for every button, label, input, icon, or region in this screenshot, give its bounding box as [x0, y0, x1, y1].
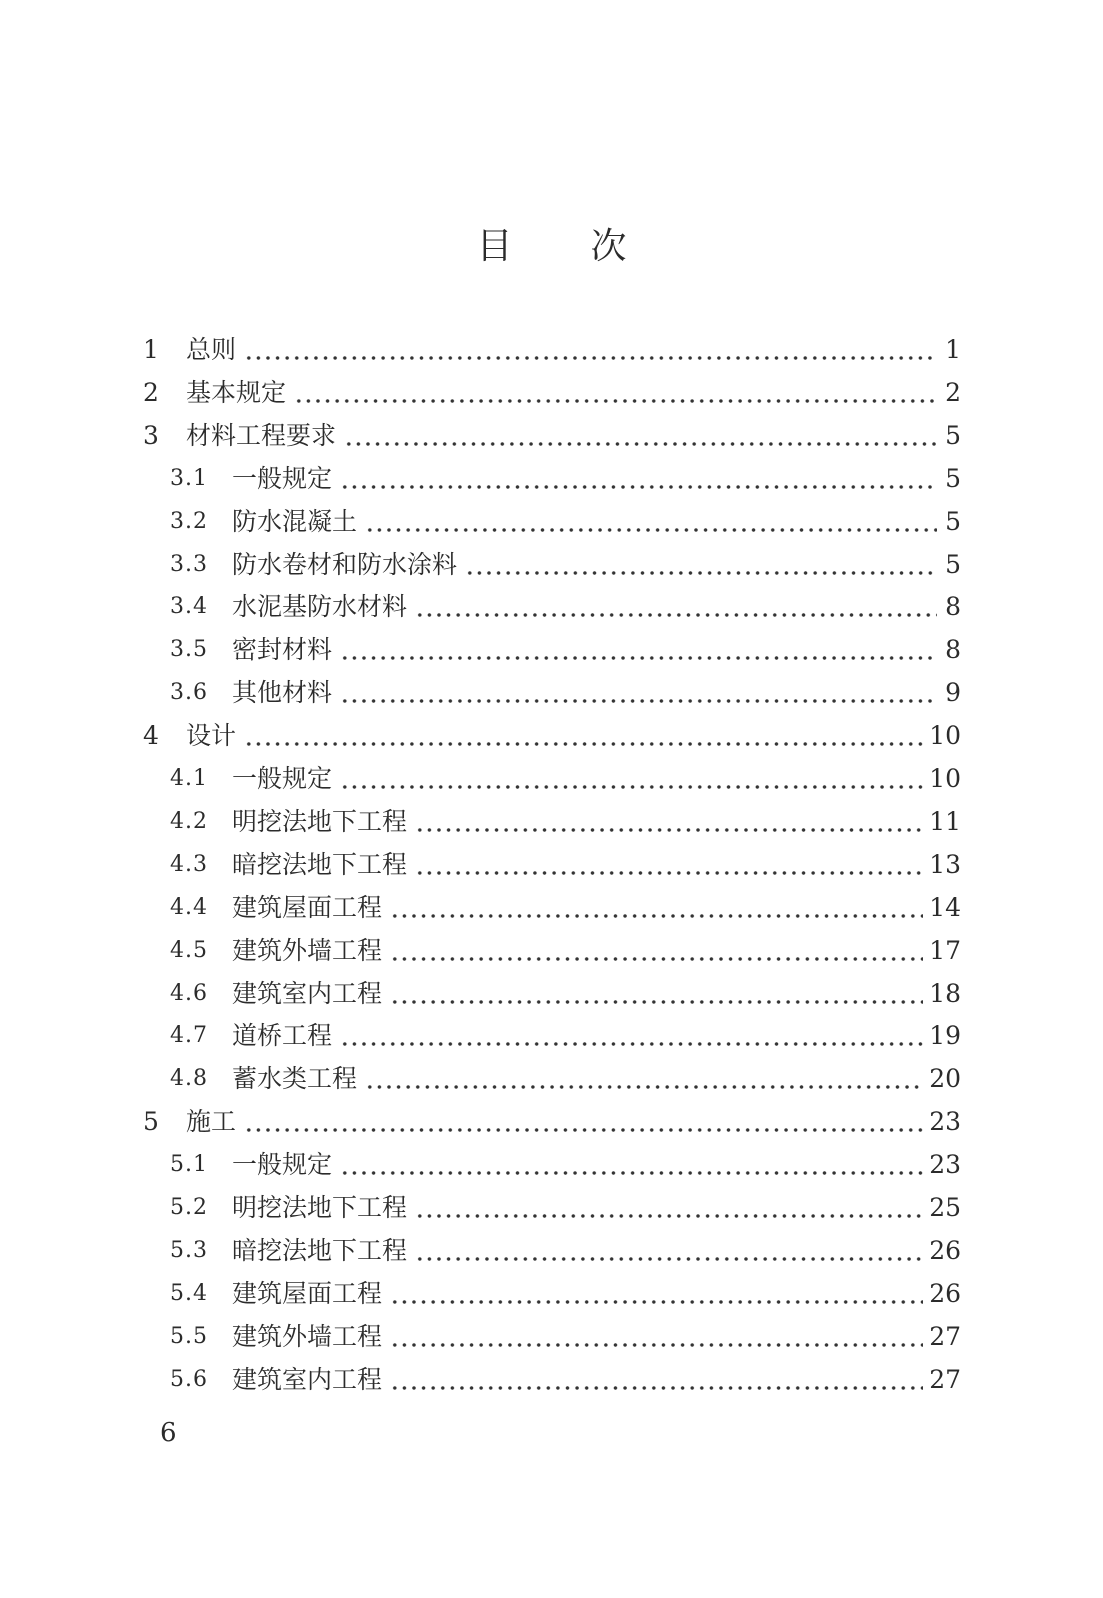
- toc-dot-leader: [340, 630, 937, 670]
- toc-entry-label: 建筑屋面工程: [232, 892, 383, 922]
- toc-entry-number: 4.3: [170, 851, 208, 877]
- page-title: [0, 218, 1103, 269]
- toc-entry-page: 25: [929, 1193, 961, 1222]
- toc-entry-label: 蓄水类工程: [232, 1064, 358, 1094]
- toc-entry-number: 3.4: [170, 594, 208, 620]
- toc-dot-leader: [390, 888, 923, 928]
- toc-entry-page: 2: [945, 377, 961, 407]
- toc-dot-leader: [344, 416, 937, 456]
- toc-entry-page: 1: [945, 335, 961, 364]
- toc-section-entry[interactable]: [170, 1360, 961, 1400]
- toc-dot-leader: [390, 1317, 923, 1357]
- toc-entry-page: 18: [929, 978, 961, 1008]
- toc-dot-leader: [390, 1360, 923, 1400]
- toc-entry-label: 水泥基防水材料: [232, 592, 408, 622]
- toc-section-entry[interactable]: [170, 974, 961, 1014]
- toc-dot-leader: [390, 1274, 923, 1314]
- toc-entry-page: 10: [929, 721, 961, 751]
- toc-dot-leader: [244, 716, 923, 756]
- toc-entry-page: 8: [945, 635, 961, 665]
- toc-entry-page: 8: [945, 592, 961, 622]
- toc-entry-label: 建筑屋面工程: [232, 1278, 383, 1308]
- toc-entry-number: 4.2: [170, 808, 208, 834]
- toc-section-entry[interactable]: [170, 630, 961, 670]
- toc-section-entry[interactable]: [170, 1059, 961, 1099]
- toc-entry-page: 5: [945, 463, 961, 493]
- toc-entry-page: 26: [929, 1235, 961, 1265]
- toc-entry-number: 3.1: [170, 465, 208, 491]
- toc-entry-number: 5.5: [170, 1323, 208, 1349]
- toc-section-entry[interactable]: [170, 587, 961, 627]
- toc-dot-leader: [294, 373, 937, 413]
- toc-entry-page: 11: [929, 806, 961, 836]
- toc-section-entry[interactable]: [170, 673, 961, 713]
- toc-entry-page: 5: [945, 549, 961, 579]
- toc-dot-leader: [390, 931, 923, 971]
- toc-entry-number: 3: [143, 420, 159, 450]
- toc-dot-leader: [244, 330, 937, 370]
- toc-entry-page: 10: [929, 764, 961, 793]
- toc-entry-page: 14: [929, 892, 961, 922]
- toc-section-entry[interactable]: [170, 888, 961, 928]
- toc-entry-page: 23: [929, 1107, 961, 1137]
- toc-section-entry[interactable]: [170, 459, 961, 499]
- toc-section-entry[interactable]: [170, 1016, 961, 1056]
- toc-section-entry[interactable]: [170, 1188, 961, 1228]
- toc-entry-page: 20: [929, 1064, 961, 1094]
- toc-entry-page: 17: [929, 935, 961, 965]
- toc-chapter-entry[interactable]: [143, 373, 961, 413]
- toc-entry-label: 暗挖法地下工程: [232, 849, 408, 879]
- toc-dot-leader: [340, 759, 923, 799]
- toc-entry-label: 密封材料: [232, 635, 333, 665]
- toc-dot-leader: [415, 845, 923, 885]
- toc-entry-label: 一般规定: [232, 463, 333, 493]
- toc-entry-page: 5: [945, 506, 961, 536]
- title-char-2: 次: [590, 226, 627, 267]
- toc-dot-leader: [340, 1145, 923, 1185]
- toc-entry-label: 一般规定: [232, 1150, 333, 1180]
- toc-dot-leader: [365, 502, 937, 542]
- toc-section-entry[interactable]: [170, 759, 961, 799]
- toc-entry-label: 防水卷材和防水涂料: [232, 549, 458, 579]
- toc-entry-label: 总则: [186, 335, 237, 364]
- toc-dot-leader: [365, 1059, 923, 1099]
- toc-section-entry[interactable]: [170, 502, 961, 542]
- toc-dot-leader: [415, 1231, 923, 1271]
- toc-dot-leader: [465, 545, 937, 585]
- toc-dot-leader: [340, 1016, 923, 1056]
- toc-entry-page: 27: [929, 1321, 961, 1351]
- toc-entry-number: 3.3: [170, 551, 208, 577]
- toc-entry-number: 5.4: [170, 1280, 208, 1306]
- toc-entry-number: 5.2: [170, 1195, 208, 1220]
- toc-section-entry[interactable]: [170, 1317, 961, 1357]
- toc-entry-number: 5.1: [170, 1152, 208, 1178]
- toc-dot-leader: [340, 459, 937, 499]
- toc-entry-label: 明挖法地下工程: [232, 806, 408, 836]
- toc-entry-page: 5: [945, 420, 961, 450]
- toc-entry-page: 27: [929, 1364, 961, 1394]
- toc-chapter-entry[interactable]: [143, 1102, 961, 1142]
- toc-entry-label: 暗挖法地下工程: [232, 1235, 408, 1265]
- toc-entry-label: 材料工程要求: [186, 420, 337, 450]
- toc-entry-label: 道桥工程: [232, 1021, 333, 1051]
- toc-entry-label: 其他材料: [232, 678, 333, 708]
- toc-entry-number: 2: [143, 377, 159, 407]
- toc-entry-number: 5.6: [170, 1366, 208, 1392]
- toc-dot-leader: [415, 802, 923, 842]
- toc-entry-label: 施工: [186, 1107, 237, 1137]
- toc-entry-label: 建筑外墙工程: [232, 1321, 383, 1351]
- toc-entry-number: 4.5: [170, 937, 208, 963]
- toc-entry-page: 19: [929, 1021, 961, 1051]
- toc-entry-label: 基本规定: [186, 377, 287, 407]
- toc-chapter-entry[interactable]: [143, 716, 961, 756]
- toc-entry-page: 26: [929, 1278, 961, 1308]
- toc-entry-number: 5.3: [170, 1237, 208, 1263]
- toc-entry-label: 建筑外墙工程: [232, 935, 383, 965]
- toc-entry-number: 4.4: [170, 894, 208, 920]
- toc-entry-number: 4: [143, 721, 159, 751]
- toc-section-entry[interactable]: [170, 1231, 961, 1271]
- toc-section-entry[interactable]: [170, 845, 961, 885]
- toc-entry-label: 建筑室内工程: [232, 978, 383, 1008]
- toc-entry-number: 5: [143, 1107, 159, 1137]
- toc-entry-page: 9: [945, 678, 961, 708]
- toc-dot-leader: [415, 1188, 923, 1228]
- toc-entry-label: 建筑室内工程: [232, 1364, 383, 1394]
- toc-chapter-entry[interactable]: [143, 330, 961, 370]
- toc-entry-number: 4.7: [170, 1023, 208, 1049]
- toc-entry-label: 防水混凝土: [232, 506, 358, 536]
- title-char-1: 目: [476, 226, 513, 267]
- toc-entry-number: 3.5: [170, 637, 208, 663]
- toc-entry-number: 4.1: [170, 766, 208, 791]
- toc-dot-leader: [415, 587, 937, 627]
- toc-entry-label: 设计: [186, 721, 237, 751]
- toc-section-entry[interactable]: [170, 545, 961, 585]
- toc-dot-leader: [390, 974, 923, 1014]
- toc-entry-number: 1: [143, 335, 159, 364]
- toc-section-entry[interactable]: [170, 931, 961, 971]
- toc-entry-number: 4.6: [170, 980, 208, 1006]
- toc-entry-label: 一般规定: [232, 764, 333, 793]
- toc-entry-number: 3.6: [170, 680, 208, 706]
- page-number: 6: [160, 1418, 177, 1448]
- toc-section-entry[interactable]: [170, 802, 961, 842]
- toc-dot-leader: [340, 673, 937, 713]
- toc-entry-page: 23: [929, 1150, 961, 1180]
- toc-chapter-entry[interactable]: [143, 416, 961, 456]
- toc-entry-page: 13: [929, 849, 961, 879]
- toc-entry-number: 4.8: [170, 1066, 208, 1092]
- toc-section-entry[interactable]: [170, 1274, 961, 1314]
- toc-section-entry[interactable]: [170, 1145, 961, 1185]
- toc-entry-number: 3.2: [170, 508, 208, 534]
- toc-dot-leader: [244, 1102, 923, 1142]
- toc-entry-label: 明挖法地下工程: [232, 1193, 408, 1222]
